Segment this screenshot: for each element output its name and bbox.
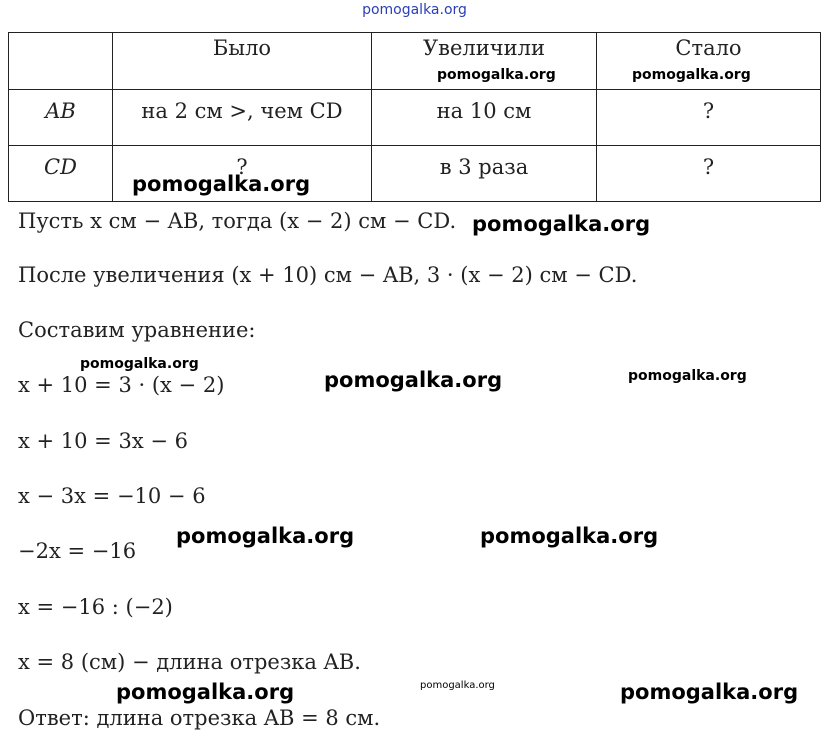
row-label: CD	[9, 146, 113, 202]
watermark: pomogalka.org	[628, 368, 747, 384]
answer-line: Ответ: длина отрезка AB = 8 см.	[18, 706, 381, 730]
watermark: pomogalka.org	[472, 212, 651, 236]
watermark: pomogalka.org	[632, 67, 751, 83]
watermark: pomogalka.org	[132, 172, 311, 196]
solution-after-increase-line: После увеличения (x + 10) см − AB, 3 · (x − 2) см − CD.	[18, 263, 638, 287]
solution-let-line: Пусть x см − AB, тогда (x − 2) см − CD.	[18, 209, 457, 233]
cell-increased: на 10 см	[372, 90, 597, 146]
cell-increased: в 3 раза	[372, 146, 597, 202]
watermark: pomogalka.org	[80, 356, 199, 372]
equation-step-5: x = −16 : (−2)	[18, 595, 173, 619]
header-became: Стало	[597, 33, 821, 90]
watermark-top: pomogalka.org	[362, 2, 467, 18]
cell-was: ?	[113, 146, 372, 202]
cell-was: на 2 см >, чем CD	[113, 90, 372, 146]
equation-result: x = 8 (см) − длина отрезка AB.	[18, 650, 361, 674]
equation-step-1: x + 10 = 3 · (x − 2)	[18, 373, 225, 397]
header-empty	[9, 33, 113, 90]
data-table	[8, 32, 821, 202]
watermark: pomogalka.org	[116, 680, 295, 704]
table-row	[9, 146, 821, 202]
header-increased: Увеличили	[372, 33, 597, 90]
watermark: pomogalka.org	[437, 67, 556, 83]
header-was: Было	[113, 33, 372, 90]
watermark: pomogalka.org	[420, 680, 495, 691]
watermark: pomogalka.org	[620, 680, 799, 704]
row-label: AB	[9, 90, 113, 146]
table-row	[9, 90, 821, 146]
equation-step-4: −2x = −16	[18, 539, 137, 563]
watermark: pomogalka.org	[176, 524, 355, 548]
watermark: pomogalka.org	[480, 524, 659, 548]
watermark: pomogalka.org	[324, 368, 503, 392]
cell-became: ?	[597, 146, 821, 202]
cell-became: ?	[597, 90, 821, 146]
solution-compose-line: Составим уравнение:	[18, 318, 256, 342]
equation-step-3: x − 3x = −10 − 6	[18, 484, 206, 508]
equation-step-2: x + 10 = 3x − 6	[18, 429, 188, 453]
